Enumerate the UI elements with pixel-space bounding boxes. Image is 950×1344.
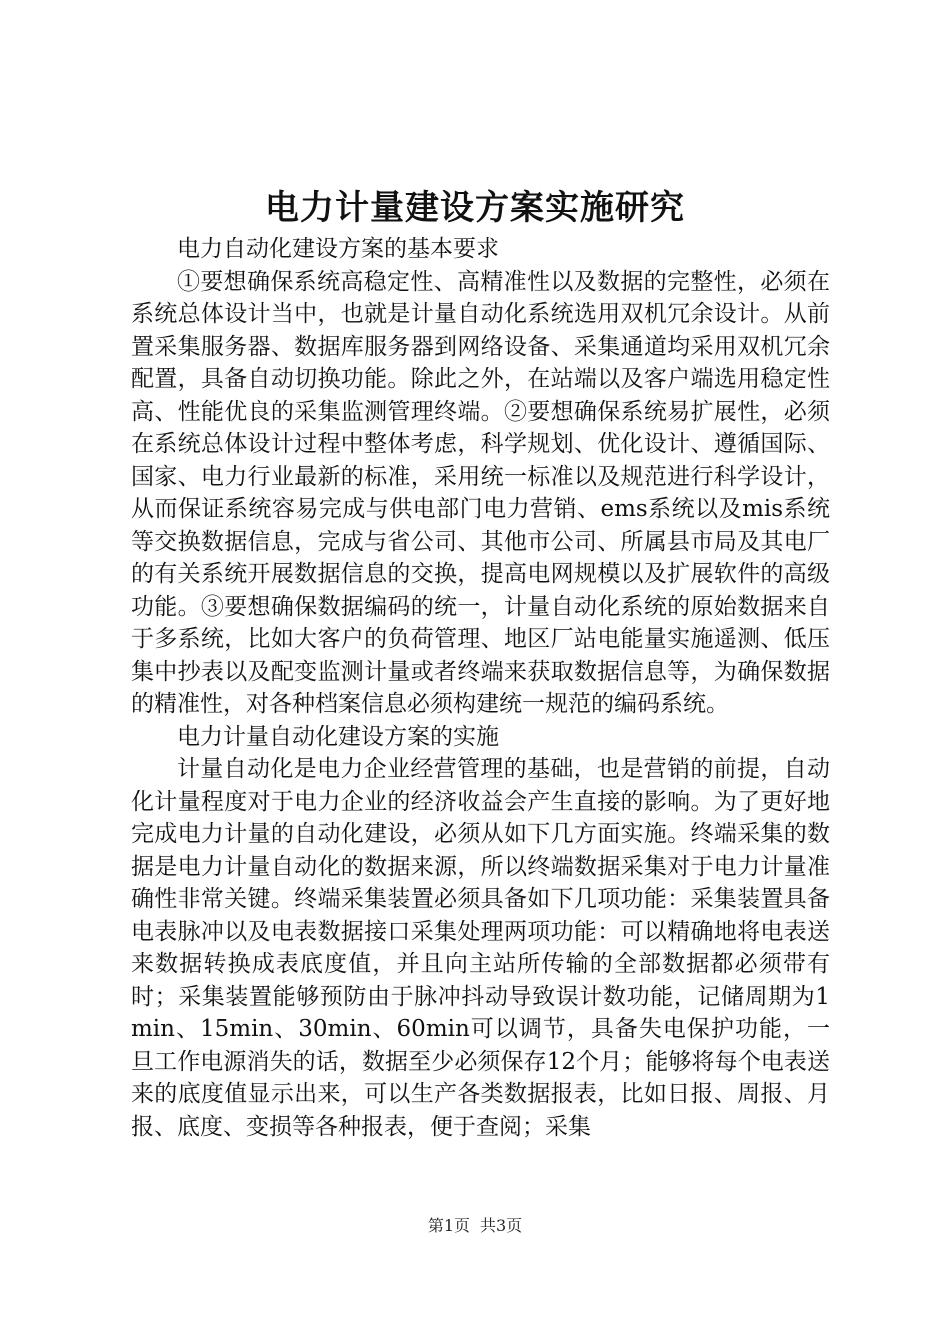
section-heading: 电力计量自动化建设方案的实施: [177, 723, 499, 750]
page-total: 共3页: [480, 1216, 523, 1235]
document-body: [131, 233, 830, 1143]
body-paragraph: ①要想确保系统高稳定性、高精准性以及数据的完整性，必须在系统总体设计当中，也就是计量自动化系统选用双机冗余设计。从前置采集服务器、数据库服务器到网络设备、采集通道均采用双机冗余配置，具备自动切换功能。除此之外，在站端以及客户端选用稳定性高、性能优良的采集监测管理终端。②要想确保系统易扩展性，必须在系统总体设计过程中整体考虑，科学规划、优化设计、遵循国际、国家、电力行业最新的标准，采用统一标准以及规范进行科学设计，从而保证系统容易完成与供电部门电力营销、ems系统以及mis系统等交换数据信息，完成与省公司、其他市公司、所属县市局及其电厂的有关系统开展数据信息的交换，提高电网规模以及扩展软件的高级功能。③要想确保数据编码的统一，计量自动化系统的原始数据来自于多系统，比如大客户的负荷管理、地区厂站电能量实施遥测、低压集中抄表以及配变监测计量或者终端来获取数据信息等，为确保数据的精准性，对各种档案信息必须构建统一规范的编码系统。: [131, 268, 830, 717]
body-paragraph: 计量自动化是电力企业经营管理的基础，也是营销的前提，自动化计量程度对于电力企业的经济收益会产生直接的影响。为了更好地完成电力计量的自动化建设，必须从如下几方面实施。终端采集的数据是电力计量自动化的数据来源，所以终端数据采集对于电力计量准确性非常关键。终端采集装置必须具备如下几项功能：采集装置具备电表脉冲以及电表数据接口采集处理两项功能：可以精确地将电表送来数据转换成表底度值，并且向主站所传输的全部数据都必须带有时；采集装置能够预防由于脉冲抖动导致误计数功能，记储周期为1min、15min、30min、60min可以调节，具备失电保护功能，一旦工作电源消失的话，数据至少必须保存12个月；能够将每个电表送来的底度值显示出来，可以生产各类数据报表，比如日报、周报、月报、底度、变损等各种报表，便于查阅；采集: [131, 756, 830, 1140]
document-title: 电力计量建设方案实施研究: [265, 188, 685, 228]
page-number: 第1页: [427, 1216, 470, 1235]
section-heading: 电力自动化建设方案的基本要求: [177, 236, 499, 262]
page-footer: [0, 1214, 950, 1238]
